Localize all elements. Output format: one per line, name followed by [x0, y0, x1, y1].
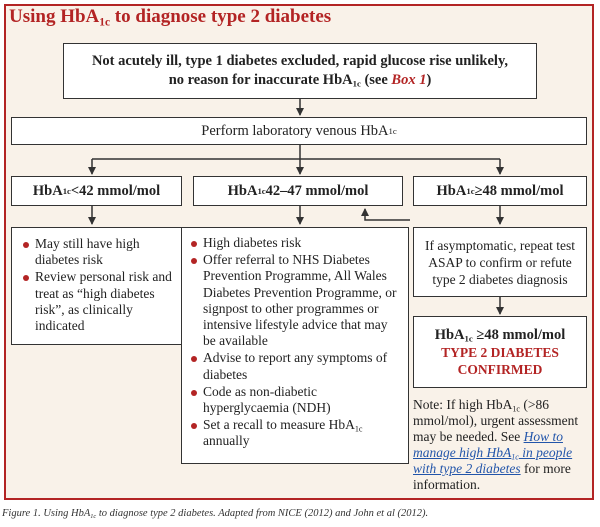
arrow-repeat-back-to-mid: [365, 209, 410, 220]
mid-actions-box: [181, 227, 409, 464]
range-low-box: HbA 1c <42 mmol/mol: [11, 176, 182, 206]
range-high-box: HbA 1c ≥48 mmol/mol: [413, 176, 587, 206]
lab-test-box: Perform laboratory venous HbA 1c: [11, 117, 587, 145]
mid-action-item: Code as non-diabetic hyperglycaemia (NDH): [190, 384, 403, 416]
criteria-line-2: no reason for inaccurate HbA$_{1c}$ (see Box 1): [168, 72, 432, 89]
confirmed-label: CONFIRMED: [457, 361, 543, 377]
mid-action-item: Set a recall to measure HbA$_{1c}$ annually: [190, 417, 403, 449]
mid-action-item: Advise to report any symptoms of diabetes: [190, 350, 403, 382]
repeat-test-box: If asymptomatic, repeat test ASAP to confirm or refute type 2 diabetes diagnosis: [413, 227, 587, 297]
confirmed-diagnosis: TYPE 2 DIABETES: [441, 344, 559, 360]
diagnosis-confirmed-box: [413, 316, 587, 388]
low-action-item: Review personal risk and treat as “high diabetes risk”, as clinically indicated: [22, 269, 175, 334]
confirmed-threshold: HbA$_{1c}$ ≥48 mmol/mol: [434, 326, 566, 344]
mid-action-item: Offer referral to NHS Diabetes Prevention Programme, All Wales Diabetes Prevention Programme, or signpost to other programmes or intensive lifestyle advice that may be available: [190, 252, 403, 349]
mid-action-item: High diabetes risk: [190, 235, 403, 251]
low-actions-box: [11, 227, 182, 345]
figure-title: Using HbA$_{1c}$ to diagnose type 2 diabetes: [9, 6, 332, 29]
manage-high-hba1c-link[interactable]: How to manage high HbA$_{1c}$ in people with type 2 diabetes: [413, 429, 573, 476]
low-action-item: May still have high diabetes risk: [22, 236, 175, 268]
range-mid-box: HbA 1c 42–47 mmol/mol: [193, 176, 403, 206]
figure-caption: Figure 1. Using HbA$_{1c}$ to diagnose type 2 diabetes. Adapted from NICE (2012) and John et al (2012).: [2, 508, 429, 520]
criteria-line-1: Not acutely ill, type 1 diabetes excluded, rapid glucose rise unlikely,: [91, 53, 509, 69]
box-1-reference: Box 1: [391, 72, 427, 88]
urgent-note: Note: If high HbA$_{1c}$ (>86 mmol/mol), urgent assessment may be needed. See How to manage high HbA$_{1c}$ in people with type 2 diabetes for more information.: [413, 397, 579, 492]
criteria-box: [63, 43, 537, 99]
